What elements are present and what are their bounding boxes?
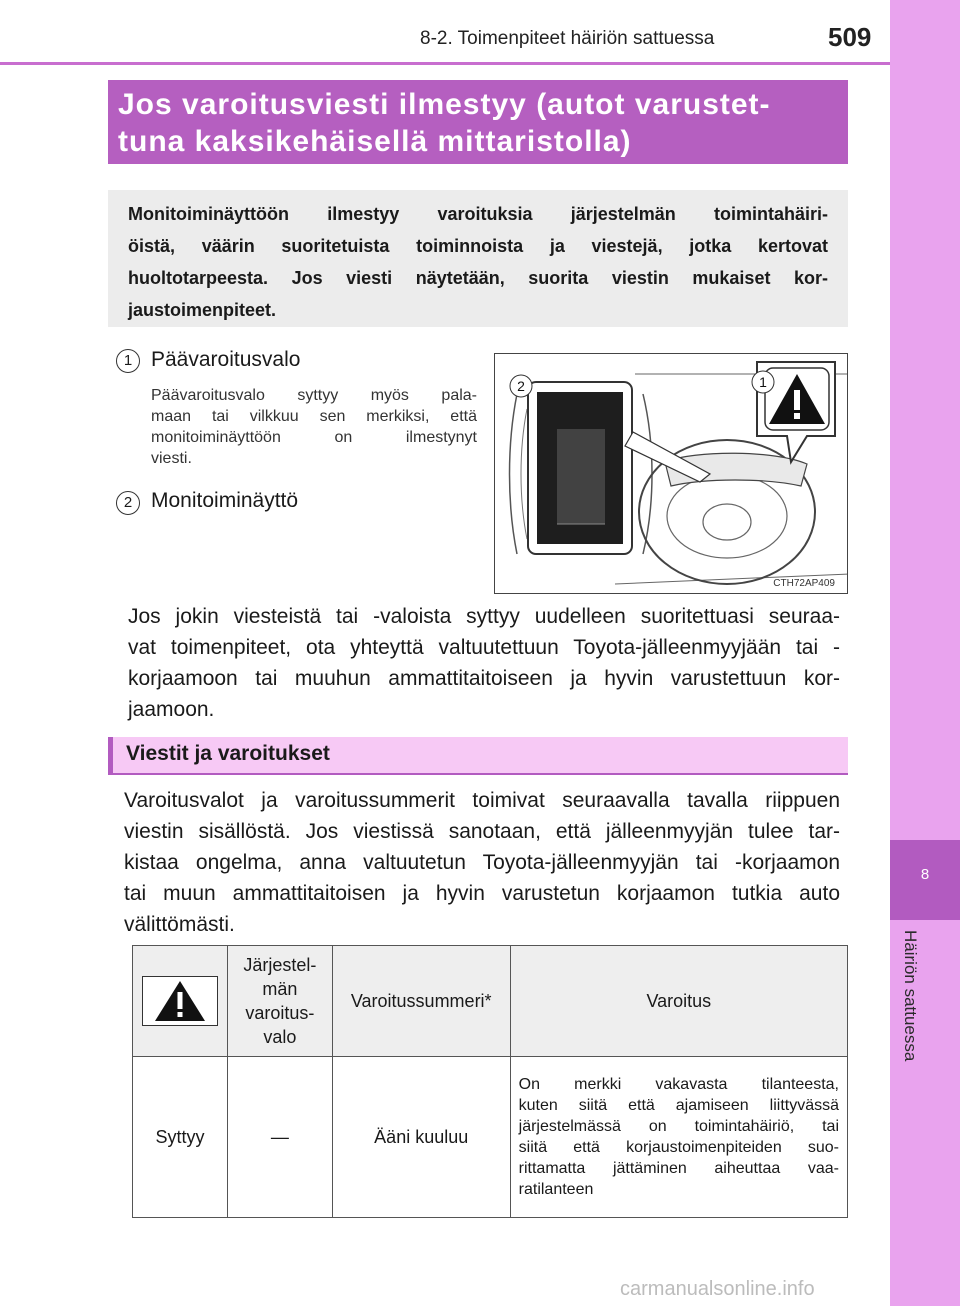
intro-box xyxy=(108,190,848,327)
item-number-badge: 1 xyxy=(116,349,140,373)
header-line: valo xyxy=(263,1027,297,1047)
warning-description-line: järjestelmässä on toimintahäiriö, tai xyxy=(518,1118,839,1135)
warning-table xyxy=(132,945,848,1218)
intro-line: öistä, väärin suoritetuista toiminnoista ja viestejä, jotka kertovat xyxy=(128,236,828,256)
item-number-badge: 2 xyxy=(116,491,140,515)
table-header-system-light xyxy=(227,946,332,1057)
intro-line: jaustoimenpiteet. xyxy=(128,300,277,320)
paragraph-line: vat toimenpiteet, ota yhteyttä valtuutettuun Toyota-jälleenmyyjään tai - xyxy=(128,636,840,659)
warning-description-line: rittamatta jättäminen aiheuttaa vaa- xyxy=(518,1160,839,1177)
section-title-box xyxy=(108,80,848,164)
callout-number-1: 1 xyxy=(759,374,767,390)
table-row xyxy=(133,1057,848,1218)
header-line: män xyxy=(262,979,298,999)
table-cell-warning-description xyxy=(510,1057,847,1218)
page-number: 509 xyxy=(828,22,872,52)
paragraph-contact-dealer xyxy=(128,601,840,725)
section-title-line: tuna kaksikehäisellä mittaristolla) xyxy=(118,125,632,158)
warning-description-line: On merkki vakavasta tilanteesta, xyxy=(518,1076,839,1093)
dashboard-illustration xyxy=(494,353,848,594)
paragraph-line: jaamoon. xyxy=(128,698,215,721)
warning-triangle-icon xyxy=(142,976,218,1026)
side-tab-label: Häiriön sattuessa xyxy=(901,930,920,1062)
paragraph-line: tai muun ammattitaitoisen ja hyvin varustetun korjaamon tutkia auto xyxy=(124,882,840,905)
header-line: Järjestel- xyxy=(243,955,317,975)
side-tab-top xyxy=(890,0,960,840)
item-description-line: monitoiminäyttöön on ilmestynyt xyxy=(151,429,477,446)
paragraph-line: Jos jokin viesteistä tai -valoista syttyy uudelleen suoritettuasi seuraa- xyxy=(128,605,840,628)
table-cell-state: Syttyy xyxy=(133,1057,228,1218)
header-line: varoitus- xyxy=(245,1003,315,1023)
intro-line: Monitoiminäyttöön ilmestyy varoituksia järjestelmän toimintahäiri- xyxy=(128,204,828,224)
subheading-text: Viestit ja varoitukset xyxy=(126,742,330,765)
item-description-line: viesti. xyxy=(151,450,192,467)
header-rule xyxy=(0,62,890,65)
figure-code: CTH72AP409 xyxy=(773,578,835,589)
dashboard-drawing xyxy=(495,354,848,594)
intro-line: huoltotarpeesta. Jos viesti näytetään, suorita viestin mukaiset kor- xyxy=(128,268,828,288)
item-description-line: Päävaroitusvalo syttyy myös pala- xyxy=(151,387,477,404)
subheading-rule xyxy=(108,773,848,775)
item-label-multi-display: Monitoiminäyttö xyxy=(151,489,299,512)
table-header-row xyxy=(133,946,848,1057)
warning-description-line: ratilanteen xyxy=(518,1181,594,1198)
table-cell-buzzer: Ääni kuuluu xyxy=(332,1057,510,1218)
paragraph-line: korjaamoon tai muuhun ammattitaitoiseen ja hyvin varustettuun kor- xyxy=(128,667,840,690)
table-header-buzzer: Varoitussummeri* xyxy=(332,946,510,1057)
paragraph-line: välittömästi. xyxy=(124,913,235,936)
item-label-warning-light: Päävaroitusvalo xyxy=(151,348,301,371)
callout-number-2: 2 xyxy=(517,378,525,394)
table-cell-system-light: — xyxy=(227,1057,332,1218)
warning-description-line: kuten siitä että ajamiseen liittyvässä xyxy=(518,1097,839,1114)
header-section-title: 8-2. Toimenpiteet häiriön sattuessa xyxy=(420,28,715,49)
warning-description-line: siitä että korjaustoimenpiteiden suo- xyxy=(518,1139,839,1156)
side-tab-chapter-number: 8 xyxy=(920,866,930,883)
paragraph-line: viestin sisällöstä. Jos viestissä sanotaan, että jälleenmyyjän tulee tar- xyxy=(124,820,840,843)
section-title-line: Jos varoitusviesti ilmestyy (autot varustet- xyxy=(118,88,771,121)
subheading-box xyxy=(108,737,848,773)
paragraph-line: kistaa ongelma, anna valtuutetun Toyota-jälleenmyyjän tai -korjaamon xyxy=(124,851,840,874)
table-header-icon-cell xyxy=(133,946,228,1057)
item-description-line: maan tai vilkkuu sen merkiksi, että xyxy=(151,408,477,425)
watermark: carmanualsonline.info xyxy=(620,1278,815,1300)
paragraph-line: Varoitusvalot ja varoitussummerit toimivat seuraavalla tavalla riippuen xyxy=(124,789,840,812)
paragraph-warning-behaviour xyxy=(124,785,840,940)
item-description xyxy=(151,385,477,469)
table-header-warning: Varoitus xyxy=(510,946,847,1057)
